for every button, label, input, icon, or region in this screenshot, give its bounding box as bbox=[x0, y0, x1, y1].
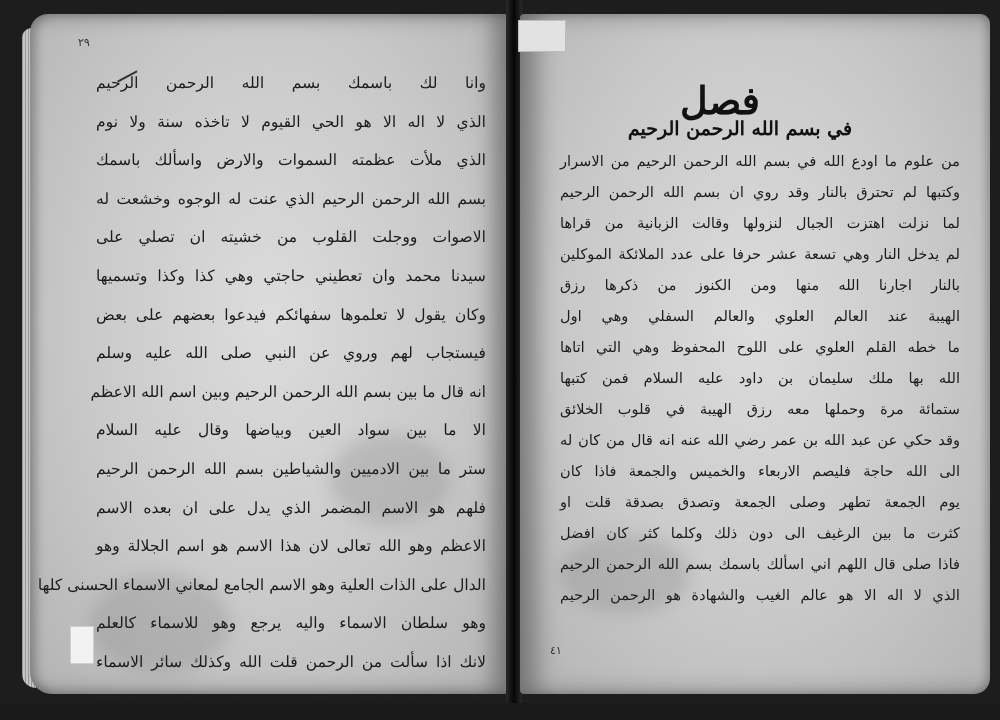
text-line: من علوم ما اودع الله في بسم الله الرحمن الرحيم من الاسرار bbox=[560, 146, 960, 177]
right-page-text bbox=[560, 146, 960, 611]
section-subheading: في بسم الله الرحمن الرحيم bbox=[590, 118, 890, 140]
text-line: ستمائة مرة وحملها معه رزق الهيبة في قلوب الخلائق bbox=[560, 394, 960, 425]
text-line: بالنار اجارنا الله منها ومن الكنوز من ذكرها رزق bbox=[560, 270, 960, 301]
folio-number-left: ٢٩ bbox=[78, 36, 90, 49]
text-line: سيدنا محمد وان تعطيني حاجتي وهي كذا وكذا وتسميها bbox=[96, 257, 486, 296]
text-line: الاصوات ووجلت القلوب من خشيته ان تصلي على bbox=[96, 218, 486, 257]
text-line: الذي لا اله الا هو عالم الغيب والشهادة هو الرحمن الرحيم bbox=[560, 580, 960, 611]
text-line: تضاف اليه وتعرف به لجلاله وعلو مرتبته ورفعته bbox=[96, 682, 486, 720]
text-line: الهيبة عند العالم العلوي والعالم السفلي وهي اول bbox=[560, 301, 960, 332]
left-page bbox=[30, 14, 508, 694]
text-line: وانا لك باسمك بسم الله الرحمن الرحيم bbox=[96, 64, 486, 103]
text-line: الدال على الذات العلية وهو الاسم الجامع لمعاني الاسماء الحسنى كلها bbox=[96, 566, 486, 605]
text-line: وكان يقول لا تعلموها سفهائكم فيدعوا بعضهم على بعض bbox=[96, 296, 486, 335]
section-heading: فصل bbox=[630, 78, 810, 123]
text-line: الا ما بين سواد العين وبياضها وقال عليه السلام bbox=[96, 411, 486, 450]
left-page-text bbox=[96, 64, 486, 720]
text-line: الى الله حاجة فليصم الاربعاء والخميس والجمعة فاذا كان bbox=[560, 456, 960, 487]
right-page bbox=[520, 14, 990, 694]
text-line: بسم الله الرحمن الرحيم الذي عنت له الوجوه وخشعت له bbox=[96, 180, 486, 219]
paper-slip bbox=[70, 626, 94, 664]
text-line: وكتبها لم تحترق بالنار وقد روي ان بسم الله الرحمن الرحيم bbox=[560, 177, 960, 208]
text-line: الذي لا اله الا هو الحي القيوم لا تاخذه سنة ولا نوم bbox=[96, 103, 486, 142]
text-line: وهو سلطان الاسماء واليه يرجع وهو للاسماء كالعلم bbox=[96, 604, 486, 643]
text-line: الذي ملأت عظمته السموات والارض واسألك باسمك bbox=[96, 141, 486, 180]
text-line: ما خطه القلم العلوي على اللوح المحفوظ وهي التي اتاها bbox=[560, 332, 960, 363]
text-line: ستر ما بين الادميين والشياطين بسم الله الرحمن الرحيم bbox=[96, 450, 486, 489]
text-line: الله بها ملك سليمان بن داود عليه السلام فمن كتبها bbox=[560, 363, 960, 394]
text-line: لما نزلت اهتزت الجبال لنزولها وقالت الزبانية من قراها bbox=[560, 208, 960, 239]
text-line: فيستجاب لهم وروي عن النبي صلى الله عليه وسلم bbox=[96, 334, 486, 373]
text-line: لم يدخل النار وهي تسعة عشر حرفا على عدد الملائكة الموكلين bbox=[560, 239, 960, 270]
text-line: لانك اذا سألت من الرحمن قلت الله وكذلك سائر الاسماء bbox=[96, 643, 486, 682]
text-line: انه قال ما بين بسم الله الرحمن الرحيم وبين اسم الله الاعظم bbox=[96, 373, 486, 412]
text-line: كثرت ما بين الرغيف الى دون ذلك وكلما كثر كان افضل bbox=[560, 518, 960, 549]
paper-tab bbox=[518, 20, 566, 52]
text-line: الاعظم وهو الله تعالى لان هذا الاسم هو اسم الجلالة وهو bbox=[96, 527, 486, 566]
text-line: فلهم هو الاسم المضمر الذي يدل على ان بعده الاسم bbox=[96, 489, 486, 528]
text-line: وقد حكي عن عبد الله بن عمر رضي الله عنه انه قال من كان له bbox=[560, 425, 960, 456]
folio-number-right: ٤١ bbox=[550, 644, 562, 657]
text-line: فاذا صلى قال اللهم اني اسألك باسمك بسم الله الرحمن الرحيم bbox=[560, 549, 960, 580]
text-line: يوم الجمعة تطهر وصلى الجمعة وتصدق بصدقة قلت او bbox=[560, 487, 960, 518]
